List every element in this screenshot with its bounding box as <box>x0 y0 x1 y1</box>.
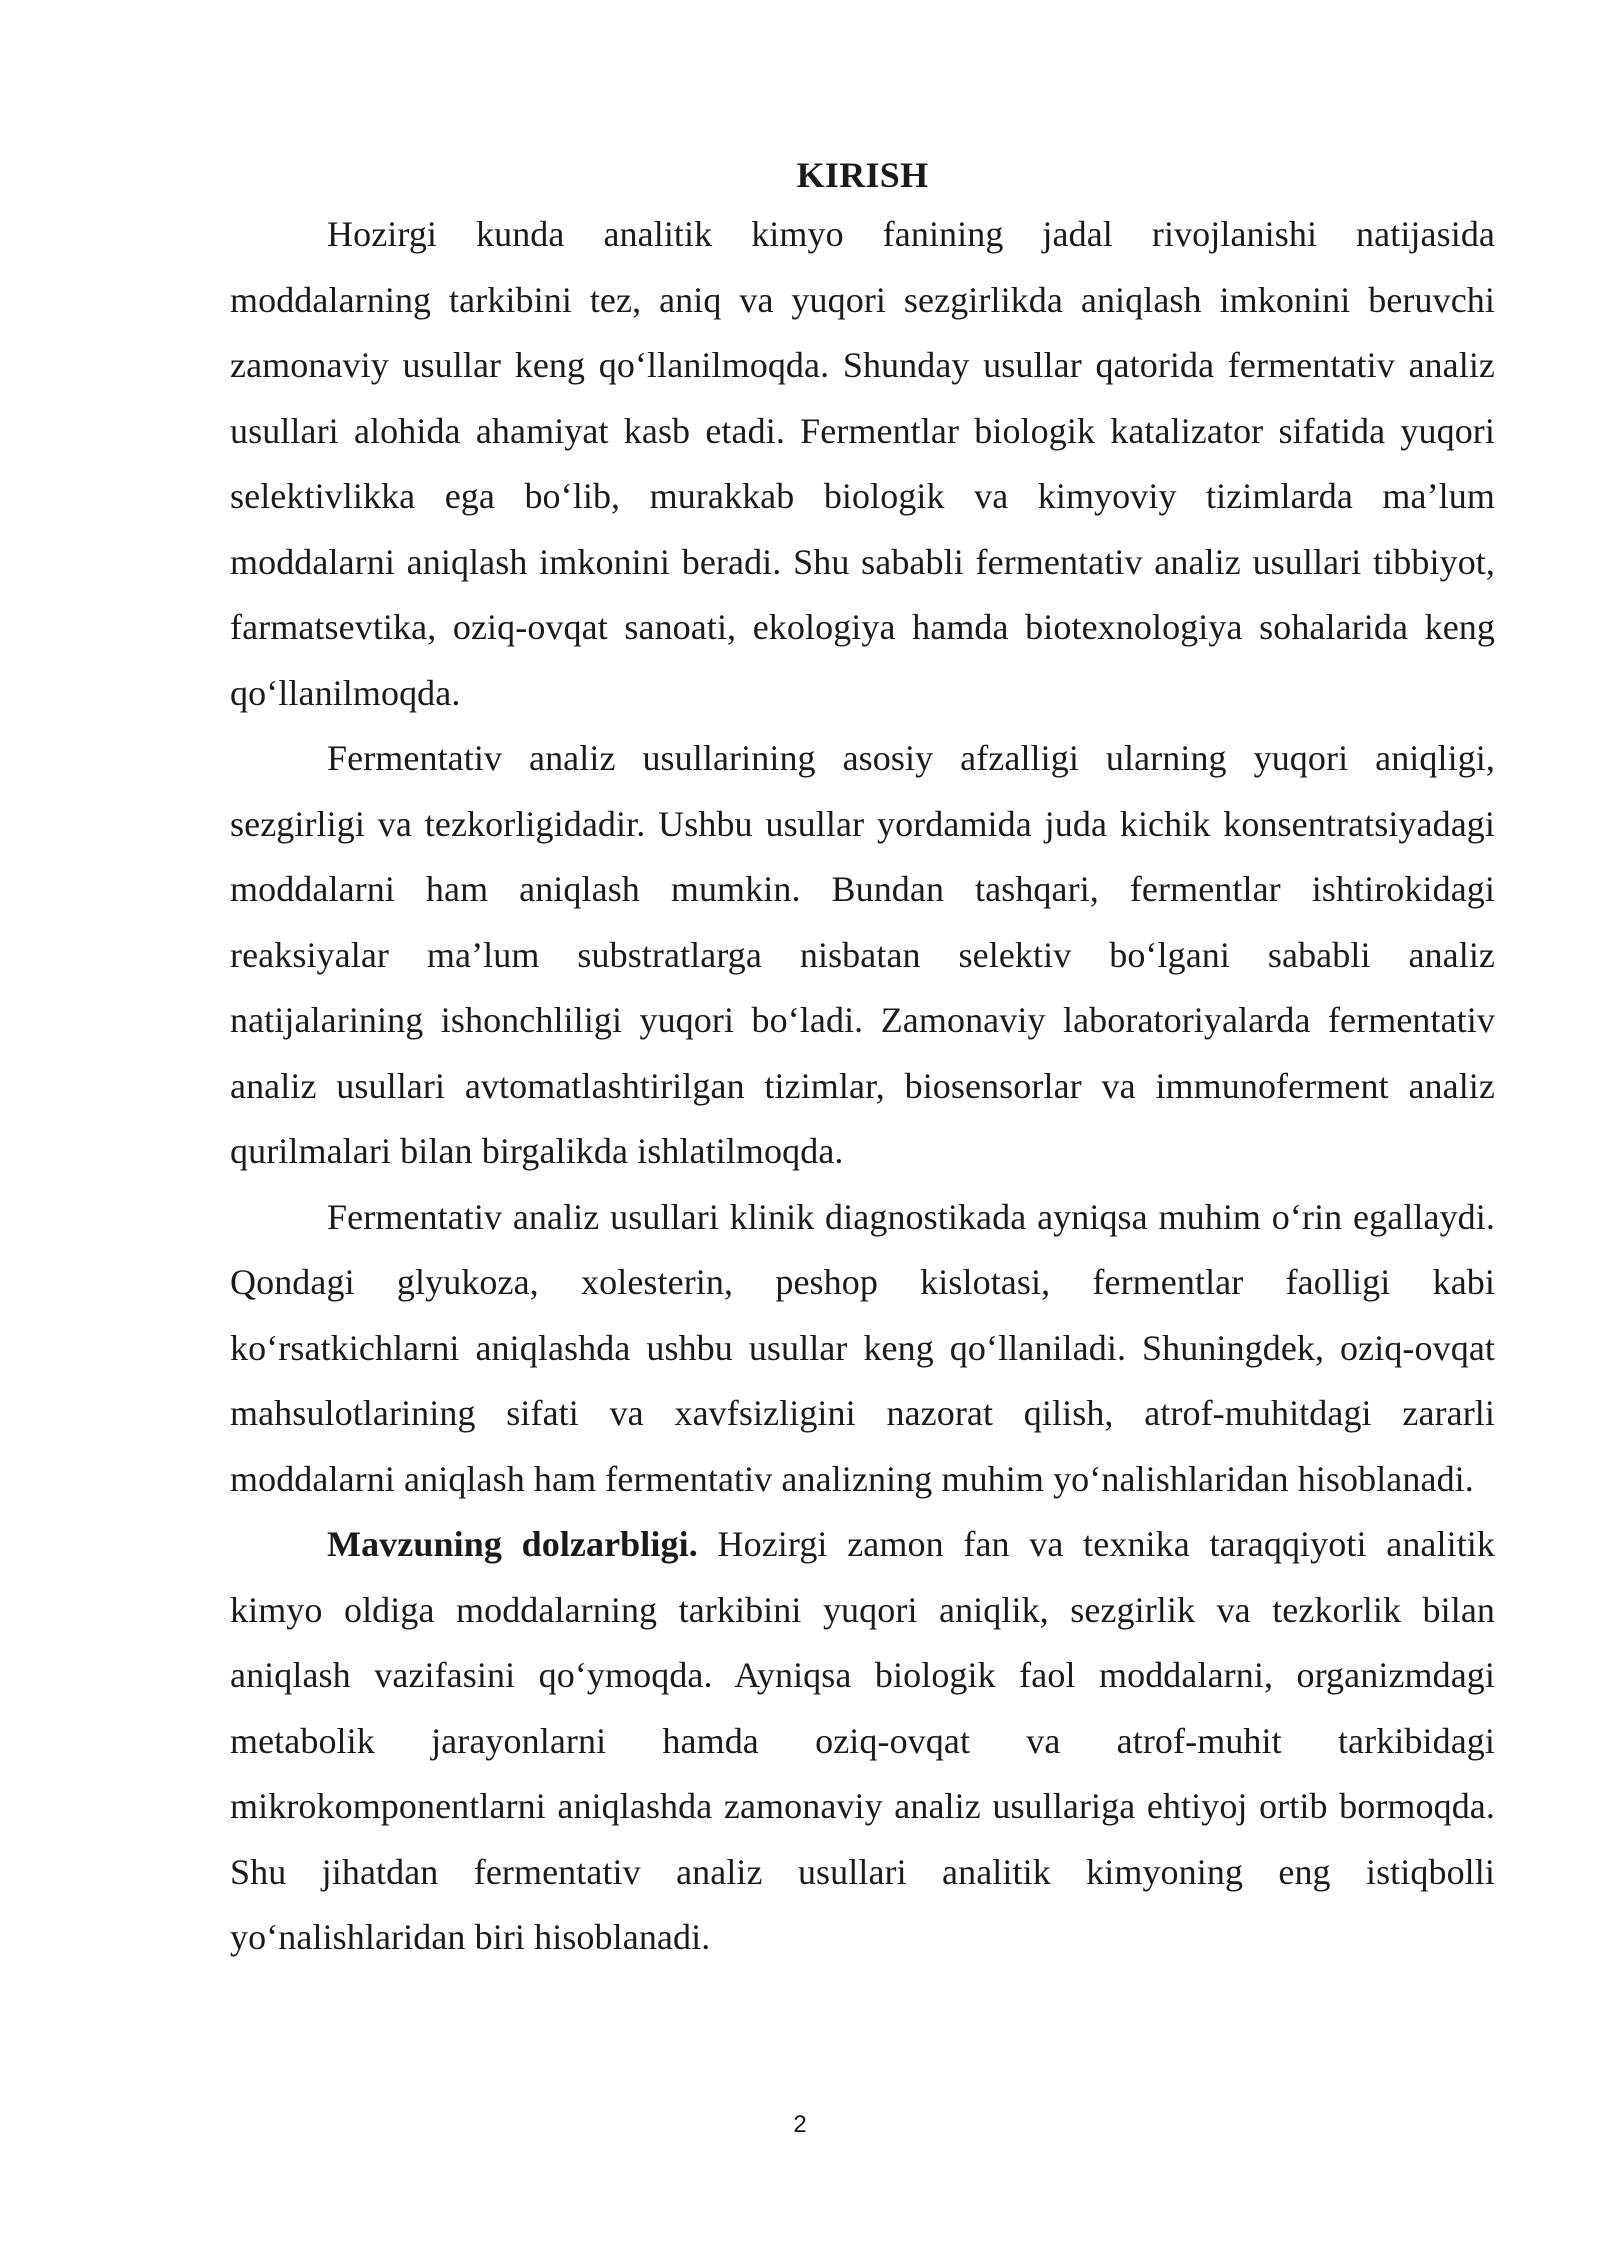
paragraph-lead: Mavzuning dolzarbligi. <box>327 1524 698 1564</box>
paragraph-text: Hozirgi kunda analitik kimyo fanining jadal rivojlanishi natijasida moddalarning tarkibini tez, aniq va yuqori sezgirlikda aniqlash imkonini beruvchi zamonaviy usullar keng qo‘llanilmoqda. Shunday usullar qatorida fermentativ analiz usullari alohida ahamiyat kasb etadi. Fermentlar biologik katalizator sifatida yuqori selektivlikka ega bo‘lib, murakkab biologik va kimyoviy tizimlarda ma’lum moddalarni aniqlash imkonini beradi. Shu sababli fermentativ analiz usullari tibbiyot, farmatsevtika, oziq-ovqat sanoati, ekologiya hamda biotexnologiya sohalarida keng qo‘llanilmoqda. <box>230 214 1495 713</box>
page-content <box>230 150 1495 1971</box>
section-heading: KIRISH <box>796 155 929 195</box>
paragraph-advantages <box>230 726 1495 1185</box>
paragraph-relevance <box>230 1512 1495 1971</box>
paragraph-intro <box>230 202 1495 726</box>
paragraph-text: Fermentativ analiz usullarining asosiy afzalligi ularning yuqori aniqligi, sezgirligi va tezkorligidadir. Ushbu usullar yordamida juda kichik konsentratsiyadagi moddalarni ham aniqlash mumkin. Bundan tashqari, fermentlar ishtirokidagi reaksiyalar ma’lum substratlarga nisbatan selektiv bo‘lgani sababli analiz natijalarining ishonchliligi yuqori bo‘ladi. Zamonaviy laboratoriyalarda fermentativ analiz usullari avtomatlashtirilgan tizimlar, biosensorlar va immunoferment analiz qurilmalari bilan birgalikda ishlatilmoqda. <box>230 738 1495 1171</box>
paragraph-clinical <box>230 1185 1495 1513</box>
page-number: 2 <box>793 2111 807 2138</box>
paragraph-text: Fermentativ analiz usullari klinik diagnostikada ayniqsa muhim o‘rin egallaydi. Qondagi glyukoza, xolesterin, peshop kislotasi, fermentlar faolligi kabi ko‘rsatkichlarni aniqlashda ushbu usullar keng qo‘llaniladi. Shuningdek, oziq-ovqat mahsulotlarining sifati va xavfsizligini nazorat qilish, atrof-muhitdagi zararli moddalarni aniqlash ham fermentativ analizning muhim yo‘nalishlaridan hisoblanadi. <box>230 1196 1495 1499</box>
paragraph-text: Hozirgi zamon fan va texnika taraqqiyoti analitik kimyo oldiga moddalarning tarkibini yuqori aniqlik, sezgirlik va tezkorlik bilan aniqlash vazifasini qo‘ymoqda. Ayniqsa biologik faol moddalarni, organizmdagi metabolik jarayonlarni hamda oziq-ovqat va atrof-muhit tarkibidagi mikrokomponentlarni aniqlashda zamonaviy analiz usullariga ehtiyoj ortib bormoqda. Shu jihatdan fermentativ analiz usullari analitik kimyoning eng istiqbolli yo‘nalishlaridan biri hisoblanadi. <box>230 1524 1496 1957</box>
